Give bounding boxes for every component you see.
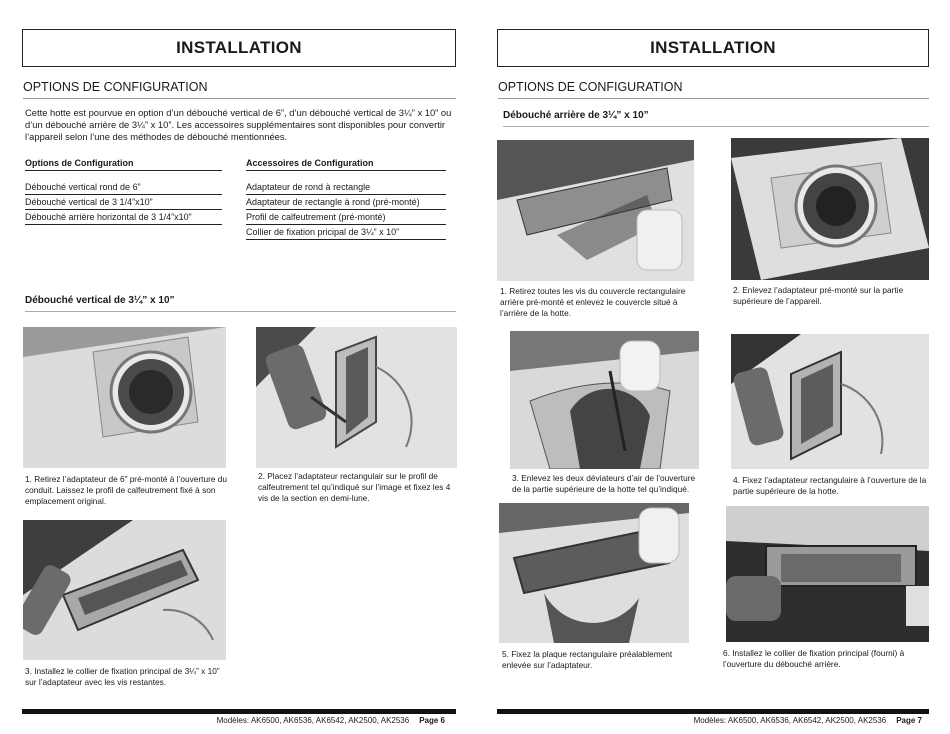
page-title-box [497, 29, 929, 67]
footer-models: Modèles: AK6500, AK6536, AK6542, AK2500, AK2536 [693, 716, 887, 725]
options-header: Options de Configuration [25, 158, 222, 171]
option-item: Débouché vertical rond de 6” [25, 180, 222, 195]
footer-models: Modèles: AK6500, AK6536, AK6542, AK2500, AK2536 [216, 716, 410, 725]
footer-rule [497, 709, 929, 714]
subsection-heading: Débouché arrière de 3¼” x 10” [503, 110, 929, 127]
options-list [25, 158, 222, 225]
intro-paragraph: Cette hotte est pourvue en option d’un débouché vertical de 6”, d’un débouché vertical de 3¼” x 10” ou d’un débouché arrière de 3¼” x 10”. Les accessoires supplémentaires sont disponibles pour convertir l’appareil selon l’une des méthodes de débouché mentionnées. [25, 107, 452, 143]
step-5-caption: 5. Fixez la plaque rectangulaire préalablement enlevée sur l’adaptateur. [502, 649, 673, 670]
left-page [22, 0, 456, 734]
footer-page: Page 7 [896, 716, 922, 725]
accessory-item: Profil de calfeutrement (pré-monté) [246, 210, 446, 225]
footer-page: Page 6 [419, 716, 445, 725]
option-item: Débouché vertical de 3 1/4”x10” [25, 195, 222, 210]
step-4-photo [731, 334, 929, 469]
subsection-heading: Débouché vertical de 3¼” x 10” [25, 295, 456, 312]
footer [217, 716, 445, 725]
page-title: INSTALLATION [176, 38, 302, 57]
step-1-photo [23, 327, 226, 468]
right-page [497, 0, 929, 734]
step-3-photo [23, 520, 226, 660]
step-2-photo [256, 327, 457, 468]
step-6-caption: 6. Installez le collier de fixation principal (fourni) à l’ouverture du débouché arrière. [723, 648, 905, 669]
step-2-caption: 2. Enlevez l’adaptateur pré-monté sur la partie supérieure de l’appareil. [733, 285, 904, 306]
step-3-caption: 3. Installez le collier de fixation principal de 3¼” x 10” sur l’adaptateur avec les vis restantes. [25, 666, 220, 687]
accessory-item: Collier de fixation pricipal de 3¼” x 10” [246, 225, 446, 240]
step-2-photo [731, 138, 929, 280]
step-3-caption: 3. Enlevez les deux déviateurs d’air de l’ouverture de la partie supérieure de la hotte tel qu’indiqué. [512, 473, 696, 494]
page-title-box [22, 29, 456, 67]
step-6-photo [726, 506, 929, 642]
step-4-caption: 4. Fixez l’adaptateur rectangulaire à l’ouverture de la partie supérieure de la hotte. [733, 475, 927, 496]
step-1-caption: 1. Retirez toutes les vis du couvercle rectangulaire arrière pré-monté et enlevez le couvercle situé à l’arrière de la hotte. [500, 286, 686, 318]
accessory-item: Adaptateur de rectangle à rond (pré-monté) [246, 195, 446, 210]
step-1-photo [497, 140, 694, 281]
accessories-list [246, 158, 446, 240]
option-item: Débouché arrière horizontal de 3 1/4”x10” [25, 210, 222, 225]
step-2-caption: 2. Placez l’adaptateur rectangulair sur le profil de calfeutrement tel qu’indiqué sur l’image et fixez les 4 vis de la section en demi-lune. [258, 471, 451, 503]
step-3-photo [510, 331, 699, 469]
accessories-header: Accessoires de Configuration [246, 158, 446, 171]
section-heading: OPTIONS DE CONFIGURATION [23, 80, 456, 99]
step-5-photo [499, 503, 689, 643]
footer [694, 716, 922, 725]
section-heading: OPTIONS DE CONFIGURATION [498, 80, 929, 99]
page-title: INSTALLATION [650, 38, 776, 57]
footer-rule [22, 709, 456, 714]
accessory-item: Adaptateur de rond à rectangle [246, 180, 446, 195]
step-1-caption: 1. Retirez l’adaptateur de 6” pré-monté à l’ouverture du conduit. Laissez le profil de calfeutrement fixé à son emplacement original. [25, 474, 228, 506]
